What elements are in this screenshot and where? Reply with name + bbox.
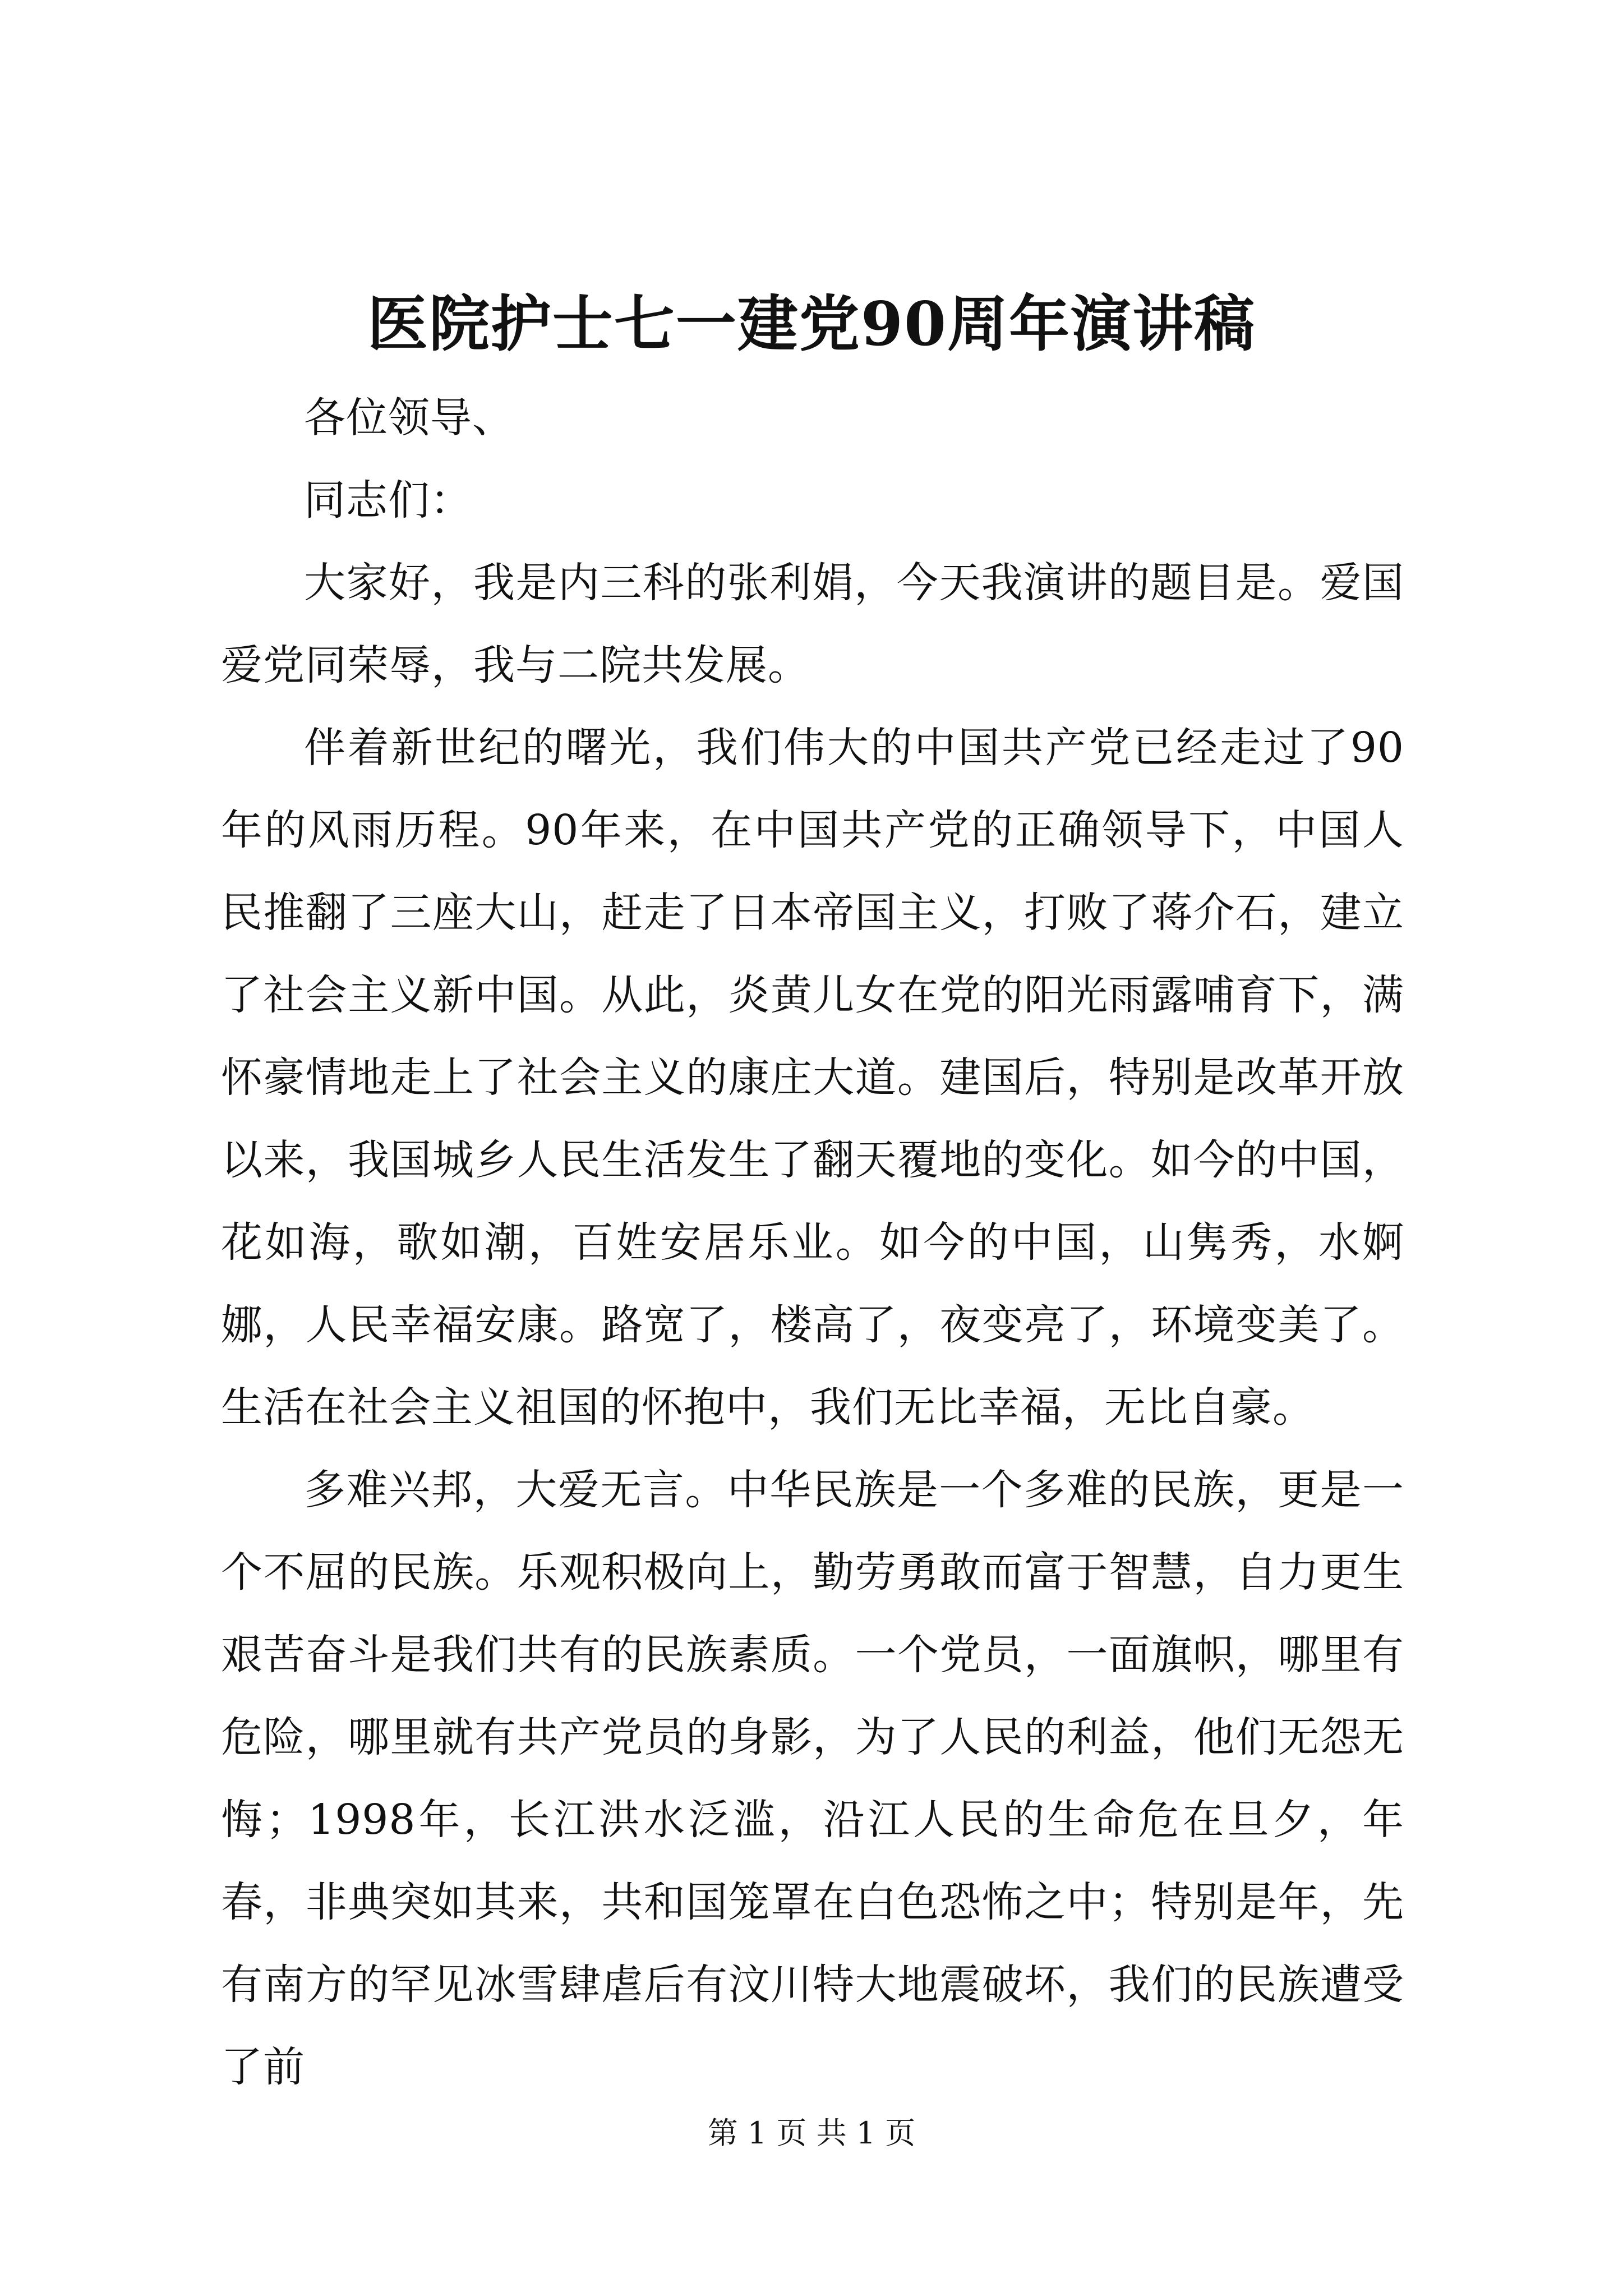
- document-title: 医院护士七一建党90周年演讲稿: [367, 289, 1256, 360]
- document-body: [221, 377, 1404, 2109]
- salutation-leaders: 各位领导、: [304, 394, 514, 442]
- salutation-comrades: 同志们：: [304, 476, 472, 524]
- paragraph-national-spirit: 多难兴邦，大爱无言。中华民族是一个多难的民族，更是一个不屈的民族。乐观积极向上，勤劳勇敢而富于智慧，自力更生艰苦奋斗是我们共有的民族素质。一个党员，一面旗帜，哪里有危险，哪里就有共产党员的身影，为了人民的利益，他们无怨无悔；1998年，长江洪水泛滥，沿江人民的生命危在旦夕，年春，非典突如其来，共和国笼罩在白色恐怖之中；特别是年，先有南方的罕见冰雪肆虐后有汶川特大地震破坏，我们的民族遭受了前: [221, 1466, 1404, 2091]
- paragraph-party-history: 伴着新世纪的曙光，我们伟大的中国共产党已经走过了90年的风雨历程。90年来，在中国共产党的正确领导下，中国人民推翻了三座大山，赶走了日本帝国主义，打败了蒋介石，建立了社会主义新中国。从此，炎黄儿女在党的阳光雨露哺育下，满怀豪情地走上了社会主义的康庄大道。建国后，特别是改革开放以来，我国城乡人民生活发生了翻天覆地的变化。如今的中国，花如海，歌如潮，百姓安居乐业。如今的中国，山隽秀，水婀娜，人民幸福安康。路宽了，楼高了，夜变亮了，环境变美了。生活在社会主义祖国的怀抱中，我们无比幸福，无比自豪。: [221, 724, 1404, 1432]
- paragraph-greeting: 大家好，我是内三科的张利娟，今天我演讲的题目是。爱国爱党同荣辱，我与二院共发展。: [221, 559, 1404, 689]
- page-number-footer: 第 1 页 共 1 页: [707, 2115, 916, 2151]
